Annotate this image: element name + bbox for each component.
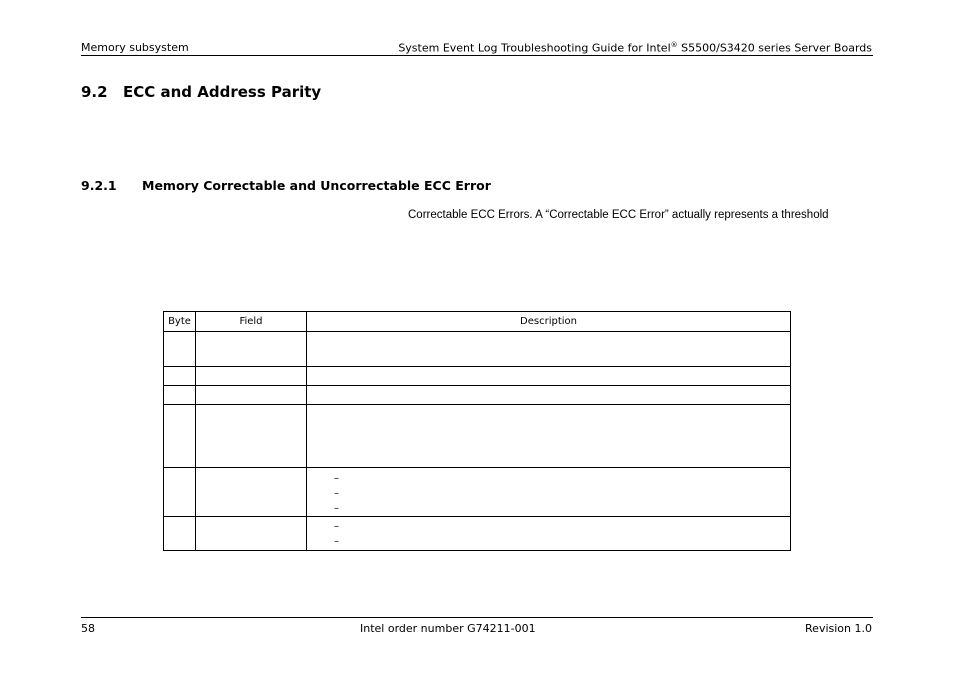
body-paragraph: Correctable ECC Errors. A “Correctable ECC Error” actually represents a threshold xyxy=(408,209,829,221)
table-cell xyxy=(196,468,307,517)
bullet-dash: – xyxy=(334,521,339,532)
table-cell xyxy=(307,468,791,517)
table-cell xyxy=(307,332,791,367)
bullet-dash: – xyxy=(334,473,339,484)
header-document-title xyxy=(398,41,872,55)
page-number: 58 xyxy=(81,622,95,635)
table-cell xyxy=(307,405,791,468)
bullet-dash: – xyxy=(334,503,339,514)
header-section-name: Memory subsystem xyxy=(81,41,189,54)
bullet-dash: – xyxy=(334,488,339,499)
table-cell xyxy=(196,405,307,468)
header-field: Field xyxy=(196,312,307,332)
header-divider xyxy=(81,55,873,56)
table-cell xyxy=(196,367,307,386)
table-row xyxy=(164,386,791,405)
section-heading xyxy=(81,83,321,101)
table-cell xyxy=(196,332,307,367)
table-header-row xyxy=(164,312,791,332)
table-cell xyxy=(164,468,196,517)
table-cell xyxy=(164,332,196,367)
table-cell xyxy=(164,367,196,386)
table-row xyxy=(164,517,791,551)
section-title: ECC and Address Parity xyxy=(123,83,322,101)
subsection-title: Memory Correctable and Uncorrectable ECC Error xyxy=(142,178,491,193)
table-cell xyxy=(164,386,196,405)
bullet-dash: – xyxy=(334,536,339,547)
header-description: Description xyxy=(307,312,791,332)
header-title-suffix: S5500/S3420 series Server Boards xyxy=(677,41,872,55)
header-byte: Byte xyxy=(164,312,196,332)
sel-format-table xyxy=(163,311,791,551)
revision: Revision 1.0 xyxy=(805,622,872,635)
table-row xyxy=(164,367,791,386)
registered-mark: ® xyxy=(670,41,678,49)
table-cell xyxy=(196,386,307,405)
table-cell xyxy=(307,386,791,405)
footer-divider xyxy=(81,617,873,618)
subsection-heading xyxy=(81,178,491,193)
table-row xyxy=(164,468,791,517)
subsection-number: 9.2.1 xyxy=(81,178,117,193)
section-number: 9.2 xyxy=(81,83,108,101)
table-row xyxy=(164,405,791,468)
header-title-prefix: System Event Log Troubleshooting Guide for Intel xyxy=(398,41,671,55)
table-cell xyxy=(307,517,791,551)
table-cell xyxy=(196,517,307,551)
table-row xyxy=(164,332,791,367)
table-cell xyxy=(164,517,196,551)
table-cell xyxy=(307,367,791,386)
table-cell xyxy=(164,405,196,468)
order-number: Intel order number G74211-001 xyxy=(360,622,536,635)
